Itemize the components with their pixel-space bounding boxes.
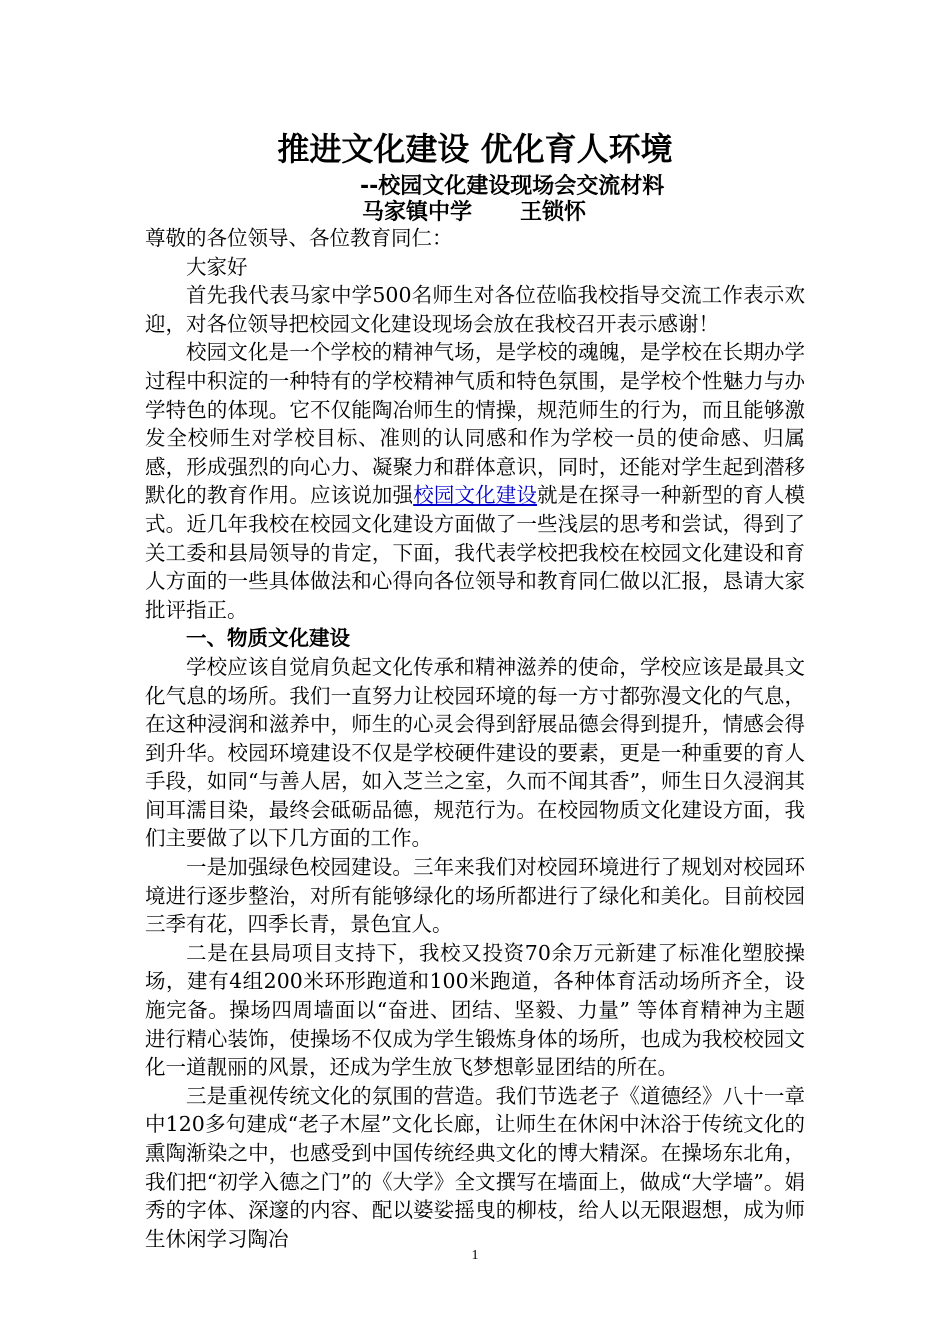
campus-culture-link[interactable]: 校园文化建设 [413,483,537,508]
paragraph-campus-culture [145,338,805,624]
paragraph-welcome: 首先我代表马家中学500名师生对各位莅临我校指导交流工作表示欢迎，对各位领导把校园文化建设现场会放在我校召开表示感谢！ [145,283,805,336]
author-name: 王锁怀 [520,200,587,225]
document-body [145,224,805,1253]
document-subtitle: --校园文化建设现场会交流材料 [360,174,665,199]
paragraph-material-culture: 学校应该自觉肩负起文化传承和精神滋养的使命，学校应该是最具文化气息的场所。我们一直努力让校园环境的每一方寸都弥漫文化的气息，在这种浸润和滋养中，师生的心灵会得到舒展品德会得到提升，情感会得到升华。校园环境建设不仅是学校硬件建设的要素，更是一种重要的育人手段，如同“与善人居，如入芝兰之室，久而不闻其香”，师生日久浸润其间耳濡目染，最终会砥砺品德，规范行为。在校园物质文化建设方面，我们主要做了以下几方面的工作。 [145,654,805,851]
paragraph-text: 校园文化是一个学校的精神气场，是学校的魂魄，是学校在长期办学过程中积淀的一种特有的学校精神气质和特色氛围，是学校个性魅力与办学特色的体现。它不仅能陶冶师生的情操，规范师生的行为，而且能够激发全校师生对学校目标、准则的认同感和作为学校一员的使命感、归属感，形成强烈的向心力、凝聚力和群体意识，同时，还能对学生起到潜移默化的教育作用。应该说加强 [145,340,805,508]
paragraph-playground: 二是在县局项目支持下，我校又投资70余万元新建了标准化塑胶操场，建有4组200米环形跑道和100米跑道，各种体育活动场所齐全，设施完备。操场四周墙面以“奋进、团结、坚毅、力量” 等体育精神为主题进行精心装饰，使操场不仅成为学生锻炼身体的场所，也成为我校校园文化一道靓丽的风景，还成为学生放飞梦想彰显团结的所在。 [145,940,805,1080]
section-heading: 一、物质文化建设 [186,626,350,651]
document-title: 推进文化建设 优化育人环境 [277,130,673,168]
paragraph-text: 就是在探寻一种新型的育人模式。近几年我校在校园文化建设方面做了一些浅层的思考和尝试，得到了关工委和县局领导的肯定，下面，我代表学校把我校在校园文化建设和育人方面的一些具体做法和心得向各位领导和教育同仁做以汇报，恳请大家批评指正。 [145,483,806,622]
paragraph-green-campus: 一是加强绿色校园建设。三年来我们对校园环境进行了规划对校园环境进行逐步整治，对所有能够绿化的场所都进行了绿化和美化。目前校园三季有花，四季长青，景色宜人。 [145,855,805,937]
greeting: 大家好 [186,254,248,279]
paragraph-traditional-culture: 三是重视传统文化的氛围的营造。我们节选老子《道德经》八十一章中120多句建成“老子木屋”文化长廊，让师生在休闲中沐浴于传统文化的熏陶渐染之中，也感受到中国传统经典文化的博大精深。在操场东北角，我们把“初学入德之门”的《大学》全文撰写在墙面上，做成“大学墙”。娟秀的字体、深邃的内容、配以婆娑摇曳的柳枝，给人以无限遐想，成为师生休闲学习陶冶 [145,1083,805,1251]
author-school: 马家镇中学 [362,200,473,225]
salutation: 尊敬的各位领导、各位教育同仁： [145,226,453,250]
author-line [362,200,586,226]
page-number: 1 [471,1248,479,1263]
